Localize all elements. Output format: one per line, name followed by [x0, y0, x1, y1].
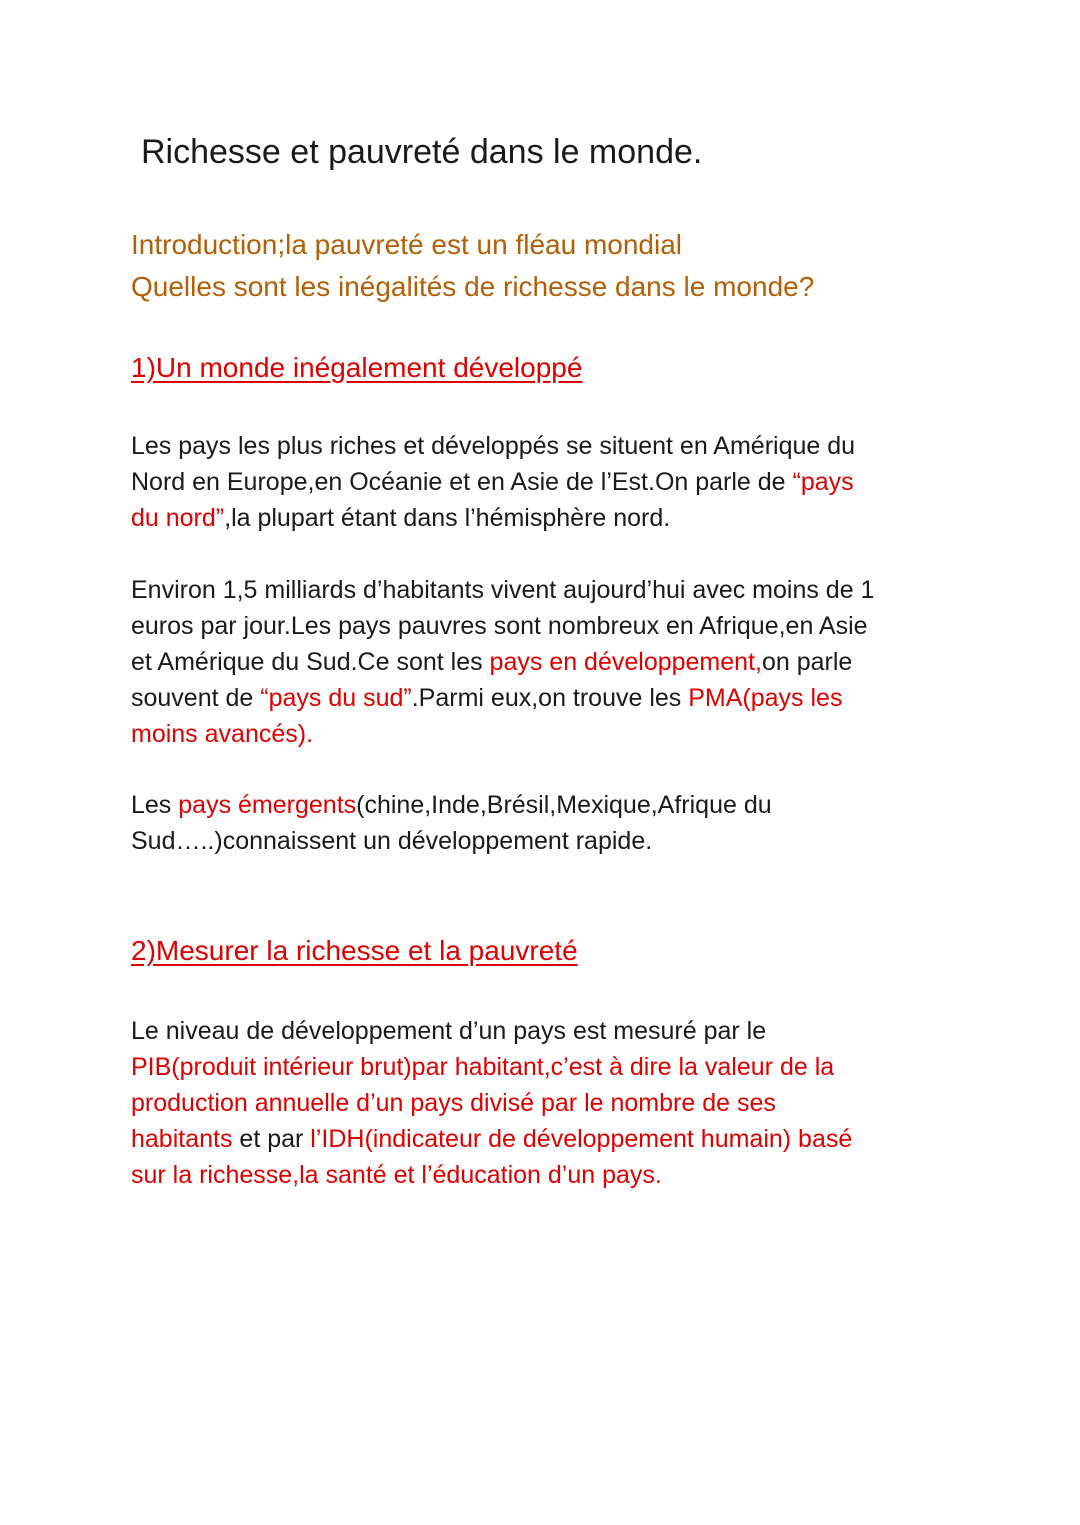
text-span: ,la plupart étant dans l’hémisphère nord. — [224, 504, 671, 532]
page-title: Richesse et pauvreté dans le monde. — [141, 133, 703, 171]
section-1-paragraph-1 — [131, 428, 961, 536]
text-line: Sud…..)connaissent un développement rapide. — [131, 827, 653, 855]
text-line: production annuelle d’un pays divisé par le nombre de ses — [131, 1089, 776, 1117]
intro-question: Quelles sont les inégalités de richesse dans le monde? — [131, 271, 815, 302]
text-line — [131, 464, 961, 500]
text-span: et par — [232, 1125, 311, 1153]
text-line — [131, 500, 961, 536]
highlight-span: PMA(pays les — [688, 684, 843, 712]
text-span: souvent de — [131, 684, 261, 712]
text-line: sur la richesse,la santé et l’éducation d’un pays. — [131, 1161, 662, 1189]
text-line — [131, 1121, 961, 1157]
text-span: Nord en Europe,en Océanie et en Asie de l’Est.On parle de — [131, 468, 793, 496]
highlight-span: pays en développement, — [489, 648, 762, 676]
text-span: Les — [131, 791, 179, 819]
highlight-span: l’IDH(indicateur de développement humain) basé — [310, 1125, 853, 1153]
text-line — [131, 680, 961, 716]
text-span: et Amérique du Sud.Ce sont les — [131, 648, 490, 676]
section-2-paragraph-1 — [131, 1013, 961, 1193]
text-line — [131, 644, 961, 680]
text-line: Le niveau de développement d’un pays est mesuré par le — [131, 1017, 767, 1045]
highlight-span: “pays — [792, 468, 854, 496]
introduction — [131, 224, 814, 308]
section-2-heading: 2)Mesurer la richesse et la pauvreté — [131, 935, 578, 966]
highlight-span: pays émergents — [178, 791, 357, 819]
section-1-paragraph-3 — [131, 787, 961, 859]
text-line: moins avancés). — [131, 720, 314, 748]
highlight-span: “pays du sud” — [260, 684, 412, 712]
section-1-paragraph-2 — [131, 572, 961, 752]
section-1-heading: 1)Un monde inégalement développé — [131, 352, 583, 383]
text-span: .Parmi eux,on trouve les — [411, 684, 689, 712]
text-span: (chine,Inde,Brésil,Mexique,Afrique du — [356, 791, 772, 819]
highlight-span: habitants — [131, 1125, 233, 1153]
text-line: euros par jour.Les pays pauvres sont nombreux en Afrique,en Asie — [131, 612, 868, 640]
text-line: PIB(produit intérieur brut)par habitant,c’est à dire la valeur de la — [131, 1053, 835, 1081]
intro-line-1: Introduction;la pauvreté est un fléau mondial — [131, 229, 683, 260]
text-line — [131, 787, 961, 823]
text-line: Les pays les plus riches et développés se situent en Amérique du — [131, 432, 856, 460]
highlight-span: du nord” — [131, 504, 225, 532]
text-span: on parle — [761, 648, 853, 676]
text-line: Environ 1,5 milliards d’habitants vivent aujourd’hui avec moins de 1 — [131, 576, 875, 604]
